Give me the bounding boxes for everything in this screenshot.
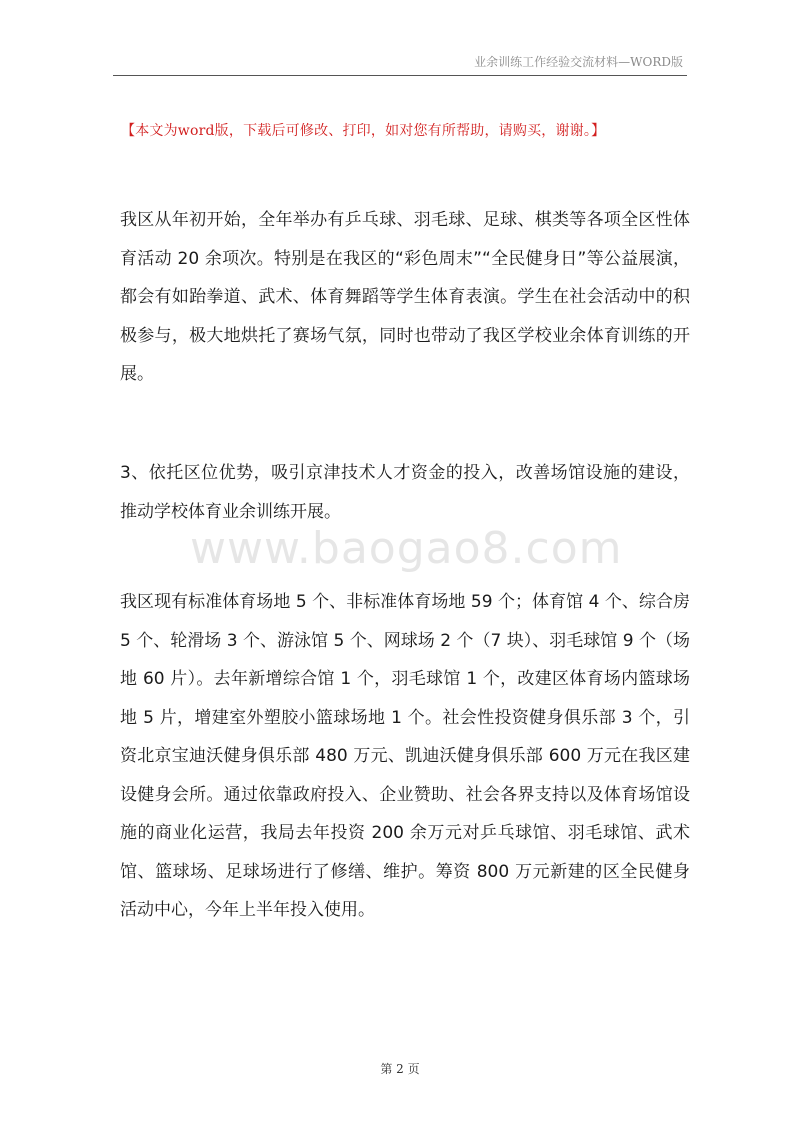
watermark-text: www.baogao8.com	[190, 523, 623, 574]
download-notice: 【本文为word版，下载后可修改、打印，如对您有所帮助，请购买，谢谢。】	[121, 123, 606, 139]
body-paragraph-activities: 我区从年初开始，全年举办有乒乓球、羽毛球、足球、棋类等各项全区性体育活动 20 余项次。特别是在我区的“彩色周末”“全民健身日”等公益展演，都会有如跆拳道、武术、体育舞蹈等学生体育表演。学生在社会活动中的积极参与，极大地烘托了赛场气氛，同时也带动了我区学校业余体育训练的开展。	[120, 210, 690, 384]
header-divider	[113, 75, 687, 76]
page-number: 第 2 页	[380, 1062, 420, 1076]
page-header-title: 业余训练工作经验交流材料—WORD版	[474, 55, 683, 69]
body-paragraph-facilities: 我区现有标准体育场地 5 个、非标准体育场地 59 个；体育馆 4 个、综合房 5 个、轮滑场 3 个、游泳馆 5 个、网球场 2 个（7 块）、羽毛球馆 9 个（场地 60 片）。去年新增综合馆 1 个，羽毛球馆 1 个，改建区体育场内篮球场地 5 片，增建室外塑胶小篮球场地 1 个。社会性投资健身俱乐部 3 个，引资北京宝迪沃健身俱乐部 480 万元、凯迪沃健身俱乐部 600 万元在我区建设健身会所。通过依靠政府投入、企业赞助、社会各界支持以及体育场馆设施的商业化运营，我局去年投资 200 余万元对乒乓球馆、羽毛球馆、武术馆、篮球场、足球场进行了修缮、维护。筹资 800 万元新建的区全民健身活动中心，今年上半年投入使用。	[120, 592, 690, 920]
section-heading-3: 3、依托区位优势，吸引京津技术人才资金的投入，改善场馆设施的建设，推动学校体育业余训练开展。	[120, 463, 690, 522]
